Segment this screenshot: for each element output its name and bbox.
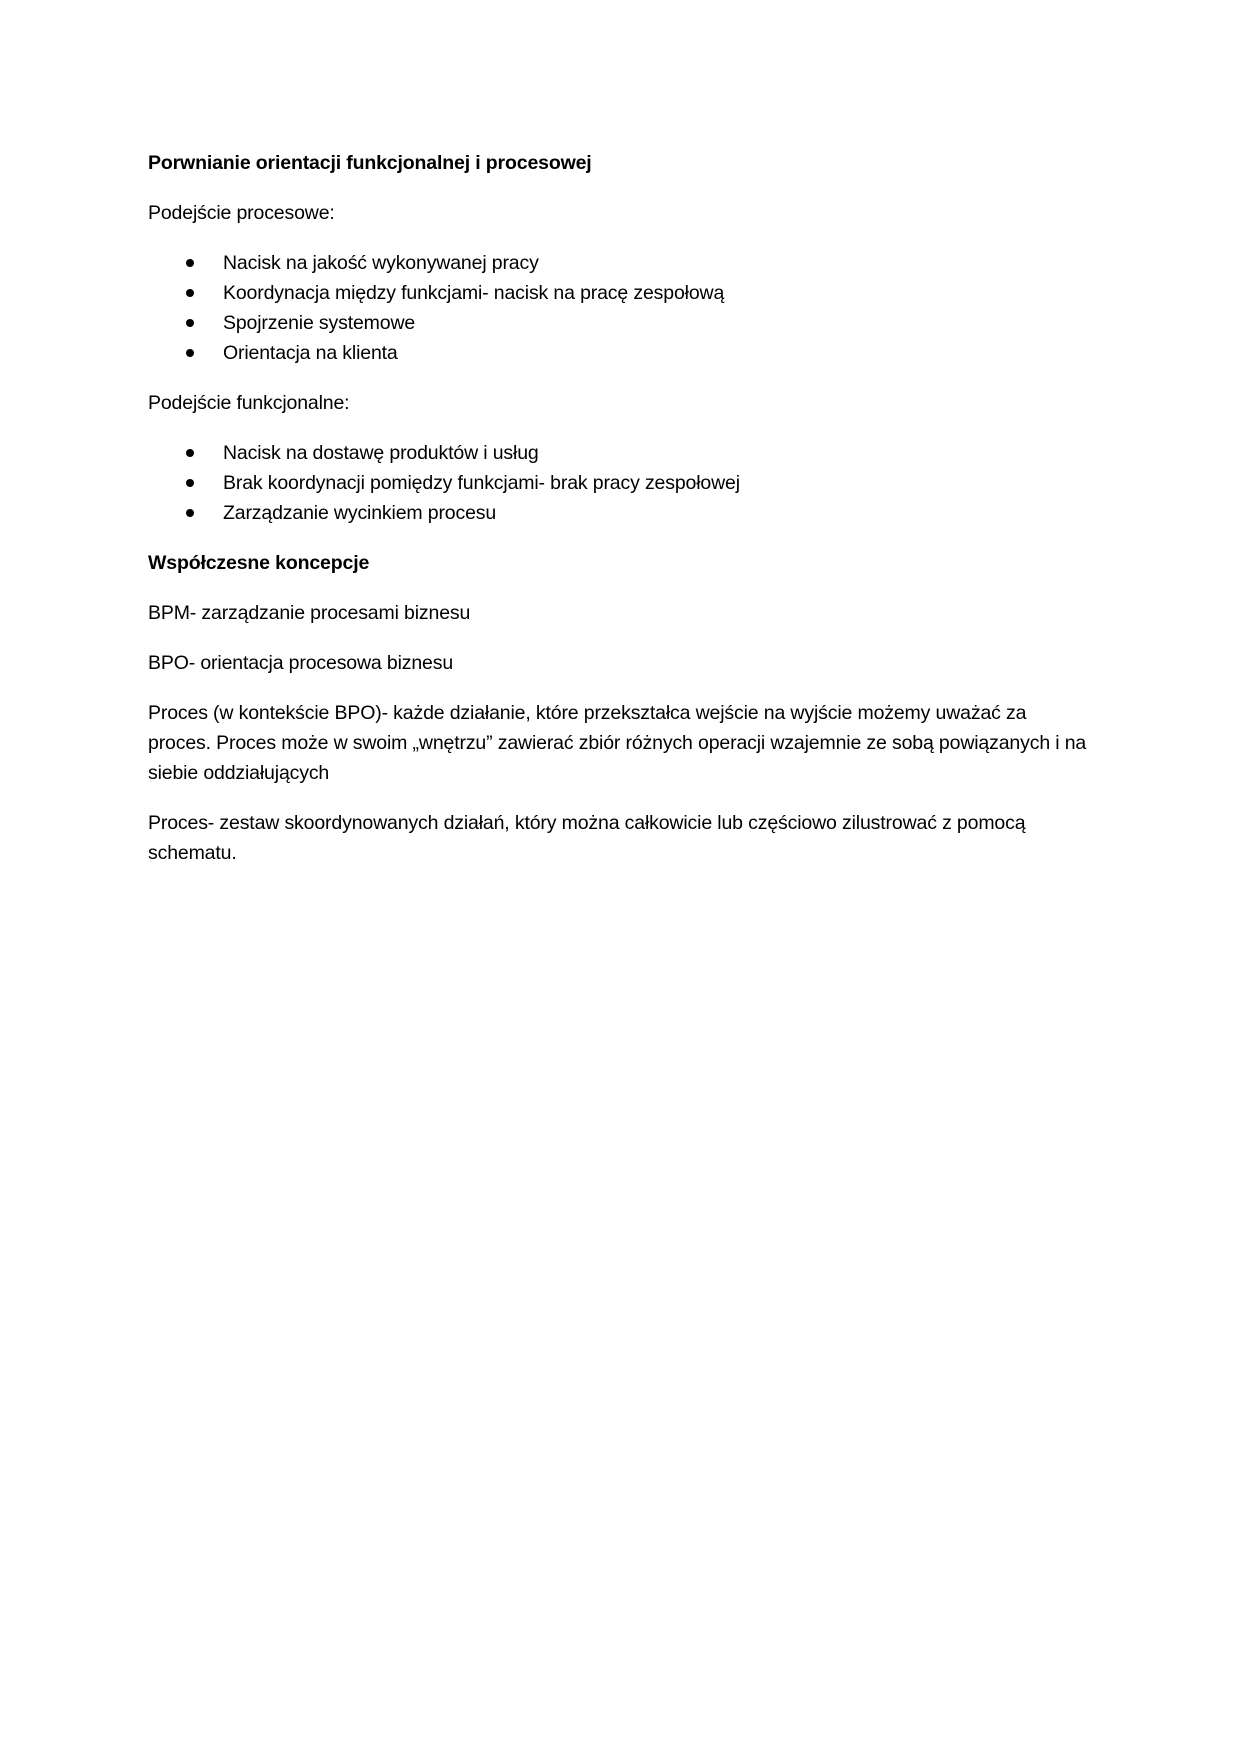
list-item-text: Nacisk na jakość wykonywanej pracy [223,252,539,274]
process-approach-list [148,248,1088,368]
process-approach-heading: Podejście procesowe: [148,202,335,224]
list-item [148,308,1088,338]
list-item-text: Orientacja na klienta [223,342,398,364]
list-item [148,498,1088,528]
bullet-icon [186,289,194,297]
bpo-paragraph: BPO- orientacja procesowa biznesu [148,652,454,674]
bullet-icon [186,449,194,457]
list-item-text: Koordynacja między funkcjami- nacisk na pracę zespołową [223,282,725,304]
list-item-text: Spojrzenie systemowe [223,312,416,334]
modern-concepts-heading: Współczesne koncepcje [148,552,370,574]
bullet-icon [186,479,194,487]
bullet-icon [186,509,194,517]
bpm-paragraph: BPM- zarządzanie procesami biznesu [148,602,471,624]
list-item-text: Brak koordynacji pomiędzy funkcjami- brak pracy zespołowej [223,472,740,494]
bullet-icon [186,319,194,327]
list-item-text: Zarządzanie wycinkiem procesu [223,502,497,524]
process-definition-schema-paragraph: Proces- zestaw skoordynowanych działań, który można całkowicie lub częściowo zilustrować z pomocą schematu. [148,812,1026,864]
process-definition-paragraph: Proces (w kontekście BPO)- każde działanie, które przekształca wejście na wyjście możemy uważać za proces. Proces może w swoim „wnętrzu” zawierać zbiór różnych operacji wzajemnie ze sobą powiązanych i na siebie oddziałujących [148,702,1087,784]
functional-approach-heading: Podejście funkcjonalne: [148,392,350,414]
functional-approach-list [148,438,1088,528]
bullet-icon [186,349,194,357]
document-title: Porwnianie orientacji funkcjonalnej i procesowej [148,152,592,174]
list-item [148,438,1088,468]
document-body [148,148,1088,888]
list-item-text: Nacisk na dostawę produktów i usług [223,442,539,464]
list-item [148,278,1088,308]
list-item [148,338,1088,368]
list-item [148,468,1088,498]
list-item [148,248,1088,278]
bullet-icon [186,259,194,267]
